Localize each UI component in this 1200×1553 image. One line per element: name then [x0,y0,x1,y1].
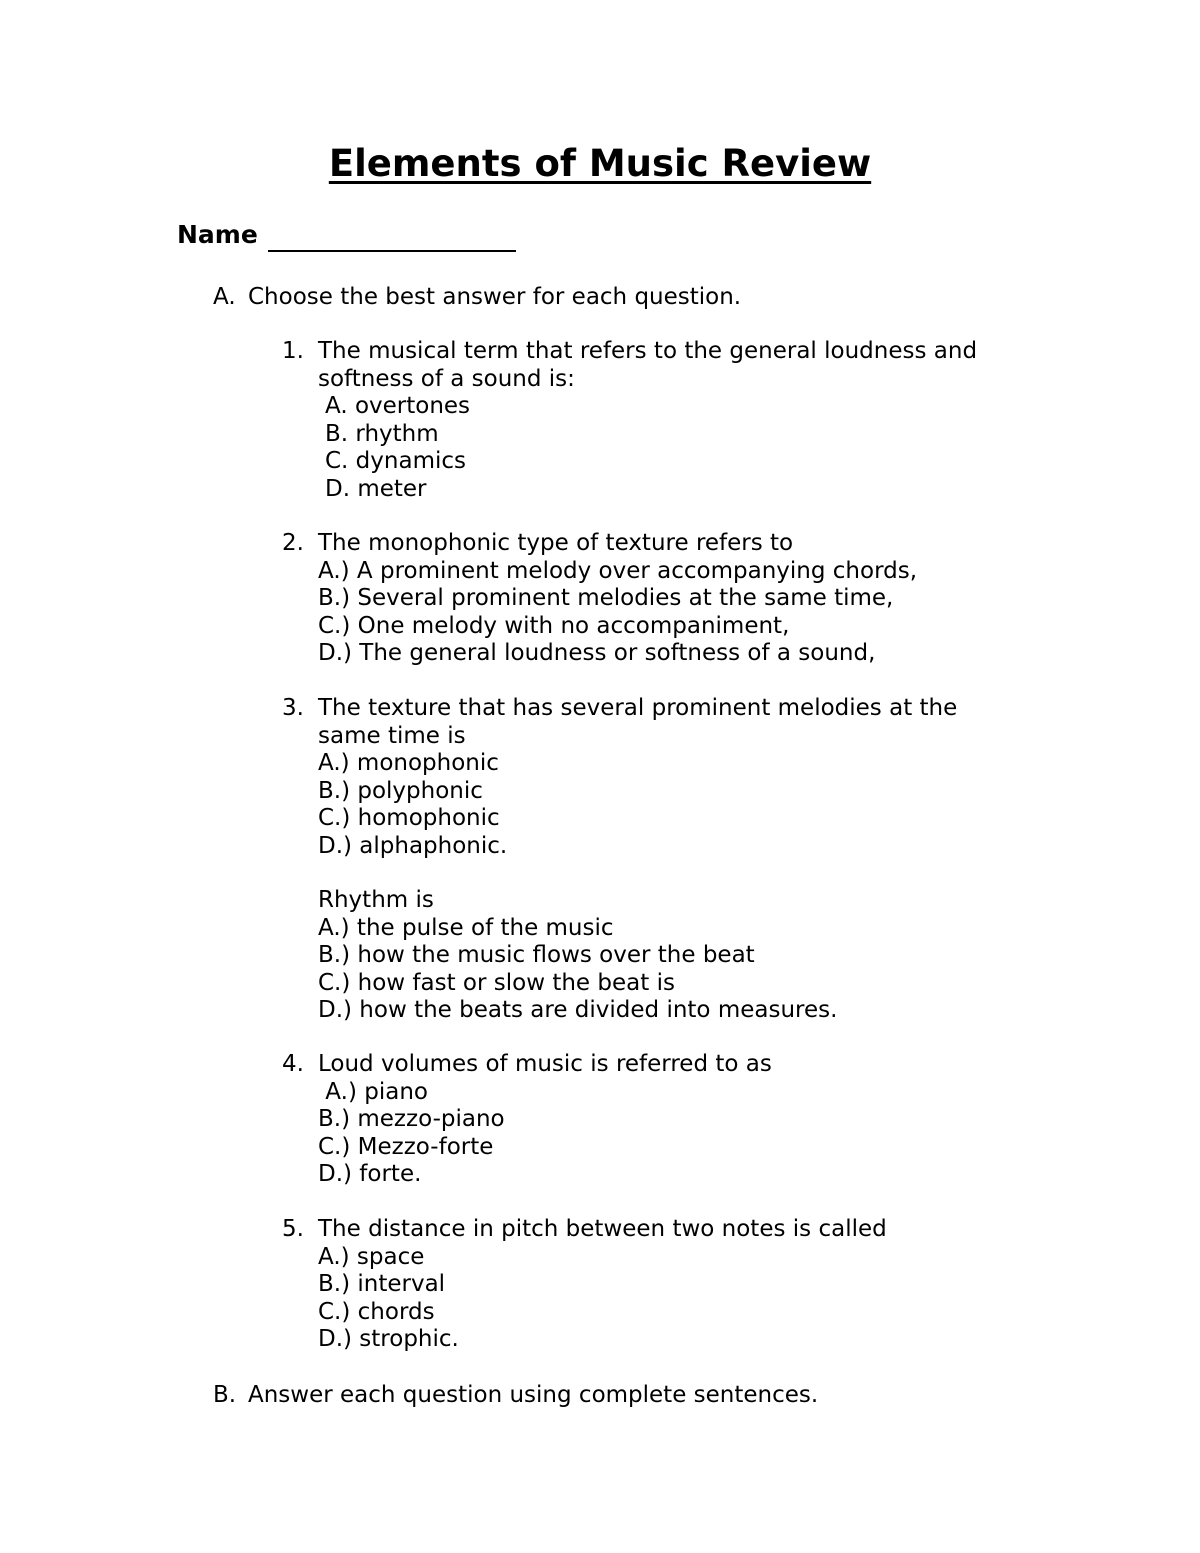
answer-option: D.) strophic. [318,1326,459,1352]
answer-option: D.) forte. [318,1161,422,1187]
answer-option: D.) alphaphonic. [318,832,508,859]
question-rhythm [282,887,837,1025]
answer-option: A.) piano [318,1078,428,1105]
section-a-instruction [213,283,741,311]
section-a-text: Choose the best answer for each question. [248,284,742,310]
name-blank-line[interactable] [268,224,516,252]
section-b-marker: B. [213,1382,237,1408]
question-text: The texture that has several prominent melodies at the [318,695,958,721]
answer-option: A.) the pulse of the music [318,914,614,941]
question-5 [282,1216,887,1354]
answer-option: B.) polyphonic [318,777,483,804]
answer-option: D.) The general loudness or softness of a sound, [318,640,876,666]
answer-option: A.) space [318,1243,425,1270]
question-text: The monophonic type of texture refers to [318,530,794,556]
answer-option: C.) how fast or slow the beat is [318,969,675,996]
question-4 [282,1051,772,1189]
answer-option: A.) monophonic [318,750,499,776]
answer-option: D. meter [325,475,427,502]
question-1 [282,338,977,503]
question-number: 2. [282,530,304,556]
answer-option: C.) homophonic [318,805,500,831]
name-label: Name [177,220,258,249]
answer-option: B.) how the music flows over the beat [318,942,755,968]
name-field [177,218,516,252]
answer-option: C.) chords [318,1298,435,1325]
answer-option: B.) interval [318,1271,446,1297]
question-3 [282,695,957,860]
question-text: same time is [318,722,466,749]
question-text: softness of a sound is: [318,365,575,392]
section-a-marker: A. [213,284,236,310]
answer-option: C.) One melody with no accompaniment, [318,612,790,639]
answer-option: B. rhythm [325,420,439,447]
answer-option: D.) how the beats are divided into measures. [318,997,838,1023]
question-text: Rhythm is [318,887,434,913]
question-number: 4. [282,1051,304,1077]
answer-option: B.) Several prominent melodies at the same time, [318,585,894,611]
answer-option: A.) A prominent melody over accompanying chords, [318,557,918,584]
question-2 [282,530,917,668]
answer-option: C.) Mezzo-forte [318,1133,494,1160]
question-number: 3. [282,695,304,721]
section-b-instruction [213,1381,818,1409]
question-number: 5. [282,1216,304,1242]
question-number: 1. [282,338,304,364]
answer-option: C. dynamics [325,448,466,474]
section-b-text: Answer each question using complete sentences. [248,1382,819,1408]
question-text: Loud volumes of music is referred to as [318,1051,772,1077]
question-text: The distance in pitch between two notes is called [318,1216,887,1242]
page-title: Elements of Music Review [328,142,872,185]
question-text: The musical term that refers to the general loudness and [318,338,978,364]
answer-option: B.) mezzo-piano [318,1106,505,1132]
answer-option: A. overtones [325,393,471,419]
